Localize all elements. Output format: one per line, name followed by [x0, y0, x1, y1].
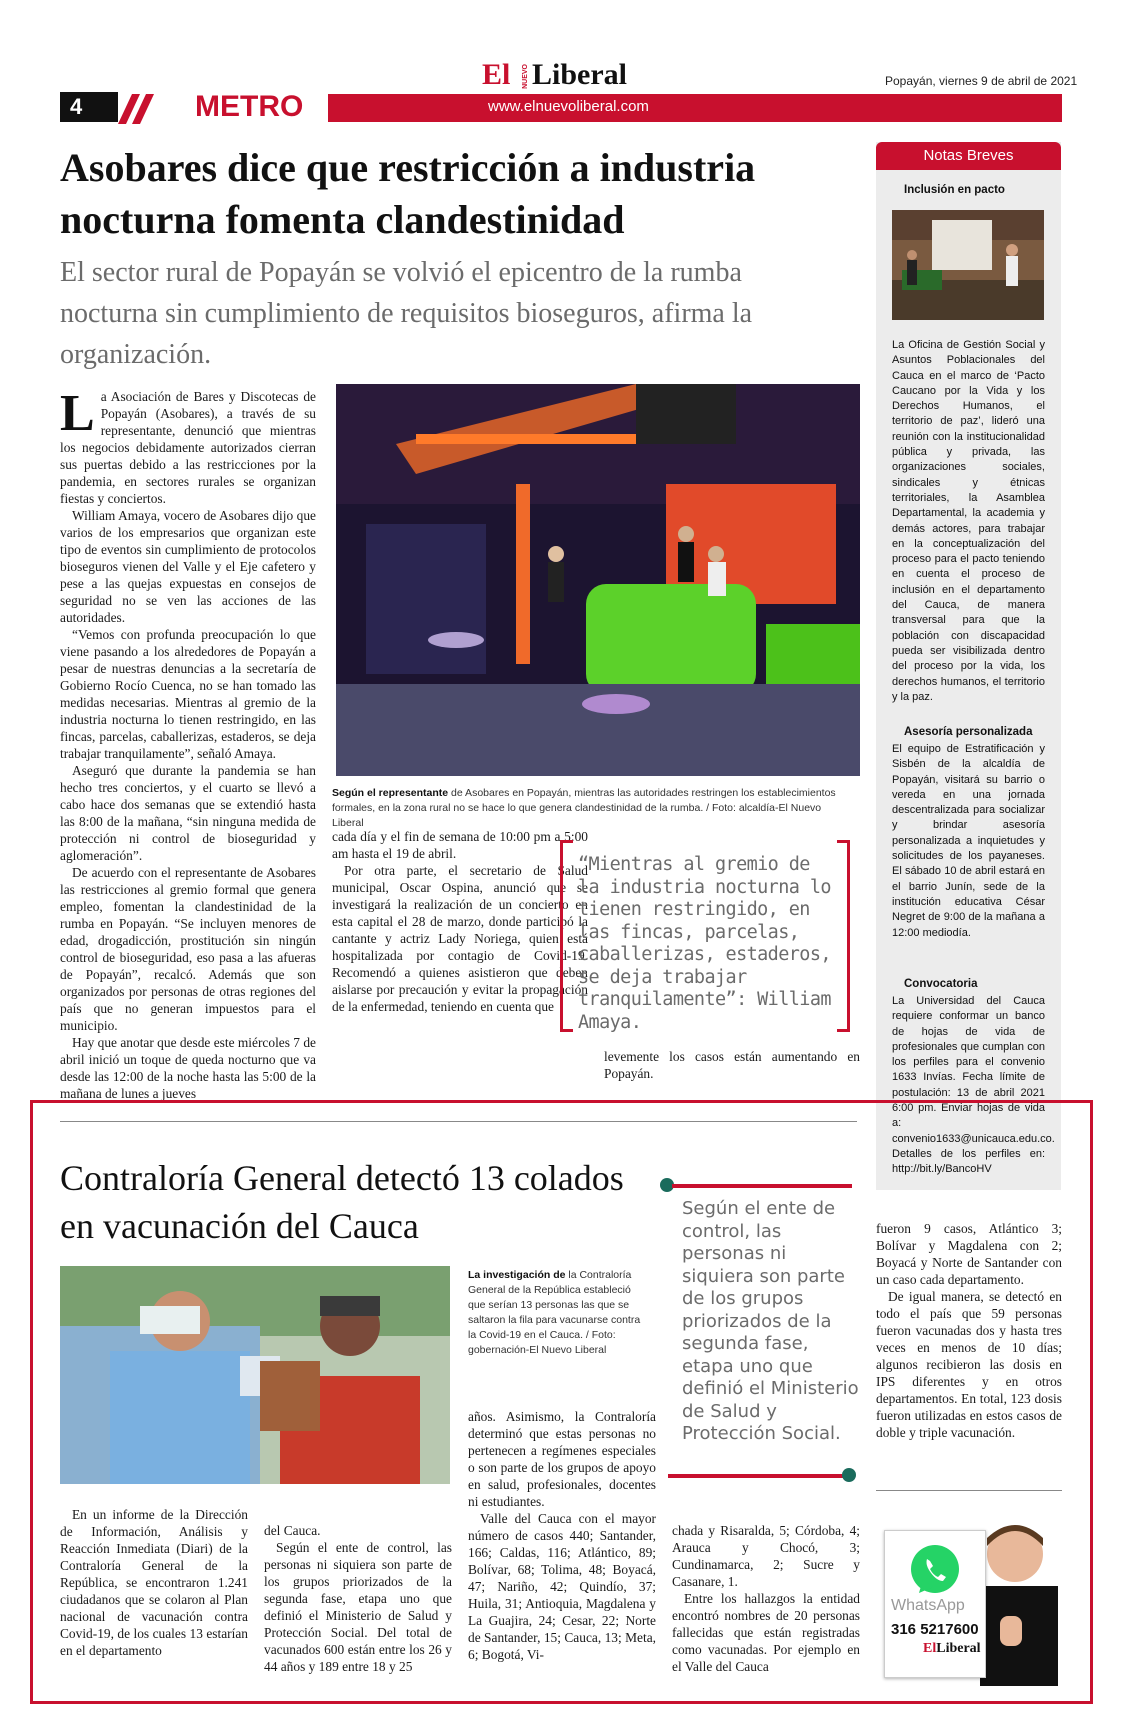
- photo2-caption: La investigación de la Contraloría General de la República estableció que serían 13 personas las que se saltaron la fila para vacunarse contra la Covid-19 en el Cauca. / Foto: gobernación-El Nuevo Liberal: [468, 1269, 641, 1356]
- section-divider: [60, 1121, 857, 1122]
- story1-paragraph: “Vemos con profunda preocupación lo que viene pasando a los alrededores de Popayán a pesar de nuestras denuncias a la secretaría de Gobierno Rocío Cuenca, no se han tomado las medidas necesarias. Mientras al gremio de la industria nocturna lo tienen restringido, en las fincas, parcelas, caballerizas, estaderos, se deja trabajar tranquilamente”, señaló Amaya.: [60, 627, 316, 761]
- story2-paragraph: del Cauca.: [264, 1523, 321, 1538]
- story2-paragraph: De igual manera, se detectó en todo el país que 59 personas fueron vacunadas dos y hasta tres veces en menos de 10 días; algunos recibieron las dosis en IPS diferentes y en otros departamentos. En total, 123 dosis fueron utilizadas en estos casos de doble y triple vacunación.: [876, 1289, 1062, 1440]
- ad-divider: [876, 1490, 1062, 1491]
- story2-paragraph: Entre los hallazgos la entidad encontró nombres de 20 personas fallecidas que están registradas como vacunadas. Por ejemplo en el Valle del Cauca: [672, 1591, 860, 1674]
- story1-paragraph: cada día y el fin de semana de 10:00 pm a 5:00 am hasta el 19 de abril.: [332, 829, 588, 861]
- whatsapp-phone[interactable]: 316 5217600: [891, 1621, 979, 1638]
- ad-logo: ElLiberal: [923, 1641, 981, 1656]
- story1-column-1: [60, 385, 316, 1102]
- story2-paragraph: En un informe de la Dirección de Información, Análisis y Reacción Inmediata (Diari) de la Contraloría General de la República, se encontraron 1.241 ciudadanos que se colaron al Plan nacional de vacunación contra Covid-19, de los cuales 13 estarían en el departamento: [60, 1507, 248, 1658]
- vaccination-photo: [60, 1266, 450, 1484]
- brief-text: El equipo de Estratificación y Sisbén de la alcaldía de Popayán, visitará su barrio o vereda en una jornada descentralizada para socializar y brindar asesoría personalizada a inquietudes y solicitudes de los payaneses. El sábado 10 de abril estará en el barrio Junín, sede de la institución educativa César Negret de 9:00 de la mañana a 12:00 mediodía.: [892, 743, 1045, 939]
- header-slash-decoration: [118, 90, 178, 124]
- logo-liberal: Liberal: [532, 58, 627, 91]
- story2-pull-quote: [660, 1172, 860, 1484]
- whatsapp-ad[interactable]: [880, 1508, 1060, 1690]
- photo1-caption: Según el representante de Asobares en Popayán, mientras las autoridades restringen los establecimientos formales, en la zona rural no se hace lo que genera clandestinidad de la rumba. / Foto: alcaldía-El Nuevo Liberal: [332, 787, 836, 829]
- story1-paragraph: Hay que anotar que desde este miércoles 7 de abril inició un toque de queda nocturno que va desde las 12:00 de la noche hasta las 5:00 de la mañana de lunes a jueves: [60, 1035, 316, 1101]
- story1-paragraph: De acuerdo con el representante de Asobares las restricciones al gremio formal que genera empleo, fomentan la clandestinidad de la rumba en Popayán. “Se incluyen menores de edad, drogadicción, prostitución sin ningún control de bioseguridad, eso pasa a las afueras de Popayán”, recalcó. Además que son organizados por personas de otras regiones del país que no generan impuestos para el municipio.: [60, 865, 316, 1033]
- brief-text: La Universidad del Cauca requiere conformar un banco de hojas de vida de profesionales que cumplan con los perfiles para el convenio 1633 Invías. Fecha límite de postulación: 13 de abril 2021 6:00 pm. Enviar hojas de vida a: convenio1633@unicauca.edu.co. Detalles de los perfiles en: http://bit.ly/BancoHV: [892, 995, 1055, 1176]
- sidebar-header: Notas Breves: [876, 142, 1061, 170]
- story1-paragraph: Por otra parte, el secretario de Salud municipal, Oscar Ospina, anunció que se investigará la realización de un concierto en esta capital el 28 de marzo, donde participó la cantante y actriz Lady Noriega, quien está hospitalizada por contagio de Covid-19. Recomendó a quienes asistieron que deben aislarse por precaución y evitar la propagación de la enfermedad, teniendo en cuenta que: [332, 863, 588, 1014]
- pull-quote-text: “Mientras al gremio de la industria nocturna lo tienen restringido, en las fincas, parcelas, caballerizas, estaderos, se deja trabajar tranquilamente”: William Amaya.: [578, 854, 831, 1033]
- story1-column-3: [604, 1048, 860, 1082]
- whatsapp-label: WhatsApp: [891, 1597, 965, 1614]
- story2-column-5: [876, 1220, 1062, 1441]
- quote-bracket-right: [837, 840, 850, 1032]
- page-number: 4: [60, 92, 118, 122]
- website-link[interactable]: www.elnuevoliberal.com: [488, 98, 649, 115]
- story2-column-3: [468, 1408, 656, 1663]
- story2-paragraph: fueron 9 casos, Atlántico 3; Bolívar y Magdalena con 2; Boyacá y Norte de Santander con un caso cada departamento.: [876, 1221, 1062, 1287]
- story2-column-4: [672, 1522, 860, 1675]
- brief-title: Convocatoria: [904, 978, 978, 990]
- story2-paragraph: chada y Risaralda, 5; Córdoba, 4; Arauca y Chocó, 3; Cundinamarca, 2; Sucre y Casanare, 1.: [672, 1523, 860, 1589]
- pull-quote-text: Según el ente de control, las personas ni siquiera son parte de los grupos priorizados de la segunda fase, etapa uno que definió el Ministerio de Salud y Protección Social.: [682, 1198, 859, 1444]
- story2-paragraph: años. Asimismo, la Contraloría determinó que estas personas no pertenecen a regímenes especiales o son parte de los grupos de apoyo en salud, profesionales, docentes ni estudiantes.: [468, 1409, 656, 1509]
- story2-headline: Contraloría General detectó 13 colados en vacunación del Cauca: [60, 1158, 624, 1246]
- meeting-photo: [892, 210, 1044, 320]
- whatsapp-icon: [905, 1543, 965, 1599]
- drop-cap: L: [60, 385, 95, 442]
- nightclub-photo: [336, 384, 860, 776]
- story1-pull-quote: [560, 840, 850, 1033]
- story2-paragraph: Valle del Cauca con el mayor número de casos 440; Santander, 166; Caldas, 116; Atlántico, 89; Bolívar, 68; Tolima, 48; Boyacá, 47; Nariño, 42; Quindío, 37; Huila, 31; Antioquia, Magdalena y La Guajira, 24; Cesar, 22; Norte de Santander, 15; Cauca, 13; Meta, 6; Bogotá, Vi-: [468, 1511, 656, 1662]
- quote-rule-bottom: [668, 1474, 846, 1478]
- section-title: METRO: [195, 90, 304, 123]
- brief-title: Inclusión en pacto: [904, 184, 1005, 196]
- brief-title: Asesoría personalizada: [904, 726, 1033, 738]
- story2-column-1: [60, 1506, 248, 1659]
- story1-column-2: [332, 828, 588, 1015]
- story1-paragraph: William Amaya, vocero de Asobares dijo que varios de los empresarios que organizan este tipo de eventos sin cumplimiento de protocolos bioseguros vienen del Valle y el Eje cafetero y pese a las quejas expuestas en consejos de seguridad no se ven las acciones de las autoridades.: [60, 508, 316, 625]
- story2-column-2: [264, 1522, 452, 1675]
- edition-date: Popayán, viernes 9 de abril de 2021: [885, 74, 1078, 88]
- brief-text: La Oficina de Gestión Social y Asuntos Poblacionales del Cauca en el marco de ‘Pacto Caucano por la Vida y los Derechos Humanos, el territorio de paz’, lideró una reunión con la institucionalidad pública y privada, las organizaciones sociales, sindicales y étnicas territoriales, la Asamblea Departamental, la academia y demás actores, para trabajar en la conceptualización del proceso para el pacto teniendo en cuenta el proceso de inclusión en el departamento del Cauca, de manera transversal para que la población con discapacidad pueda ser visibilizada dentro del proceso por la vida, los derechos humanos, el territorio y la paz.: [892, 339, 1045, 703]
- logo-nuevo: NUEVO: [522, 64, 529, 89]
- quote-rule-top: [672, 1184, 852, 1188]
- story1-paragraph: Aseguró que durante la pandemia se han hecho tres conciertos, y el cuarto se llevó a cabo hace dos semanas que se extendió hasta las 8:00 de la mañana, “sin ninguna medida de protección ni control de bioseguridad y aglomeración”.: [60, 763, 316, 863]
- story2-paragraph: Según el ente de control, las personas ni siquiera son parte de los grupos priorizados de la segunda fase, etapa uno que definió el Ministerio de Salud y Protección Social. Del total de vacunados 600 están entre los 26 y 44 años y 189 entre 18 y 25: [264, 1540, 452, 1674]
- logo-el: El: [482, 58, 511, 91]
- header-red-bar: [328, 94, 1062, 122]
- quote-bracket-left: [560, 840, 573, 1032]
- main-headline: Asobares dice que restricción a industria nocturna fomenta clandestinidad: [60, 145, 756, 242]
- story1-paragraph: La Asociación de Bares y Discotecas de Popayán (Asobares), a través de su representante, denunció que mientras los negocios debidamente autorizados cierran sus puertas debido a las restricciones por la pandemia, en sectores rurales se organizan fiestas y conciertos.: [60, 385, 316, 506]
- newspaper-logo: [482, 58, 642, 92]
- main-deck: El sector rural de Popayán se volvió el epicentro de la rumba nocturna sin cumplimiento de requisitos bioseguros, afirma la organización.: [60, 257, 753, 370]
- whatsapp-card: [884, 1530, 986, 1678]
- quote-dot-icon: [842, 1468, 856, 1482]
- story1-paragraph: levemente los casos están aumentando en Popayán.: [604, 1049, 860, 1081]
